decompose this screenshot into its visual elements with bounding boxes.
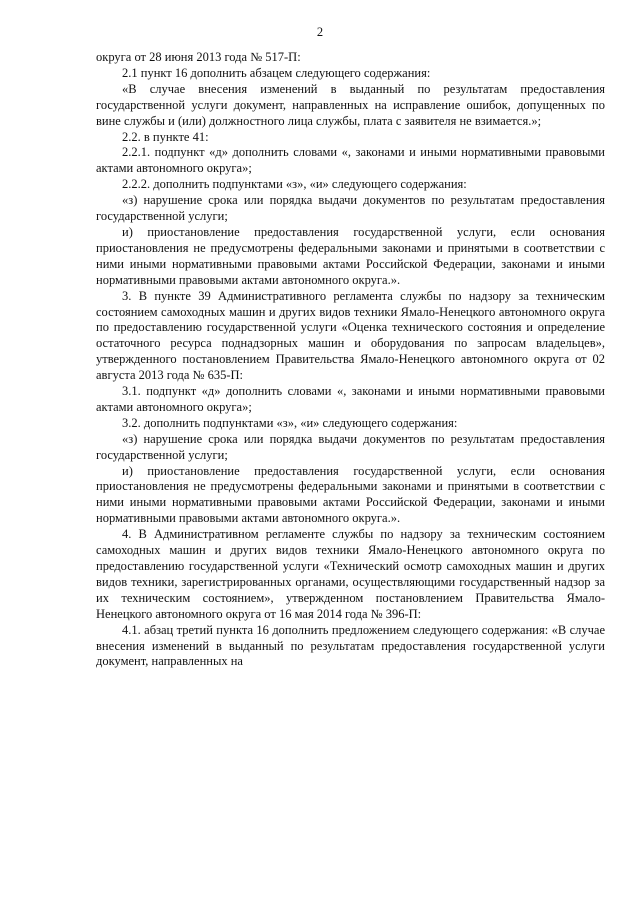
paragraph: 3.2. дополнить подпунктами «з», «и» следующего содержания:: [122, 415, 458, 430]
paragraph: «В случае внесения изменений в выданный по результатам предоставления государственной услуги документ, направленных на исправление ошибок, допущенных по вине службы и (или) должностного лица службы, плата с заявителя не взимается.»;: [96, 81, 605, 128]
paragraph: 2.2.2. дополнить подпунктами «з», «и» следующего содержания:: [122, 177, 467, 192]
paragraph: 2.2.1. подпункт «д» дополнить словами «, законами и иными нормативными правовыми актами автономного округа»;: [96, 145, 605, 176]
paragraph: «з) нарушение срока или порядка выдачи документов по результатам предоставления государственной услуги;: [96, 193, 605, 224]
paragraph: округа от 28 июня 2013 года № 517-П:: [96, 50, 301, 64]
paragraph: и) приостановление предоставления государственной услуги, если основания приостановления не предусмотрены федеральными законами и принятыми в соответствии с ними иными нормативными правовыми актами Российской Федерации, законами и иными нормативными правовыми актами автономного округа.».: [96, 224, 605, 287]
paragraph: 4. В Административном регламенте службы по надзору за техническим состоянием самоходных машин и других видов техники Ямало-Ненецкого автономного округа по предоставлению государственной услуги «Технический осмотр самоходных машин и других видов техники, зарегистрированных органами, осуществляющими государственный надзор за их техническим состоянием», утвержденном постановлением Правительства Ямало-Ненецкого автономного округа от 16 мая 2014 года № 396-П:: [96, 527, 605, 621]
paragraph: 3.1. подпункт «д» дополнить словами «, законами и иными нормативными правовыми актами автономного округа»;: [96, 384, 605, 414]
page-number: 2: [316, 25, 324, 39]
paragraph: 2.1 пункт 16 дополнить абзацем следующего содержания:: [122, 65, 431, 80]
document-body: [96, 50, 605, 670]
paragraph: «з) нарушение срока или порядка выдачи документов по результатам предоставления государственной услуги;: [96, 431, 605, 462]
paragraph: и) приостановление предоставления государственной услуги, если основания приостановления не предусмотрены федеральными законами и принятыми в соответствии с ними иными нормативными правовыми актами Российской Федерации, законами и иными нормативными правовыми актами автономного округа.».: [96, 463, 605, 526]
paragraph: 4.1. абзац третий пункта 16 дополнить предложением следующего содержания: «В случае внесения изменений в выданный по результатам предоставления государственной услуги документ, направленных на: [96, 622, 605, 669]
paragraph: 2.2. в пункте 41:: [122, 129, 209, 144]
paragraph: 3. В пункте 39 Административного регламента службы по надзору за техническим состоянием самоходных машин и других видов техники Ямало-Ненецкого автономного округа по предоставлению государственной услуги «Оценка технического состояния и определение остаточного ресурса поднадзорных машин и оборудования по запросам владельцев», утвержденного постановлением Правительства Ямало-Ненецкого автономного округа от 02 августа 2013 года № 635-П:: [96, 288, 605, 383]
